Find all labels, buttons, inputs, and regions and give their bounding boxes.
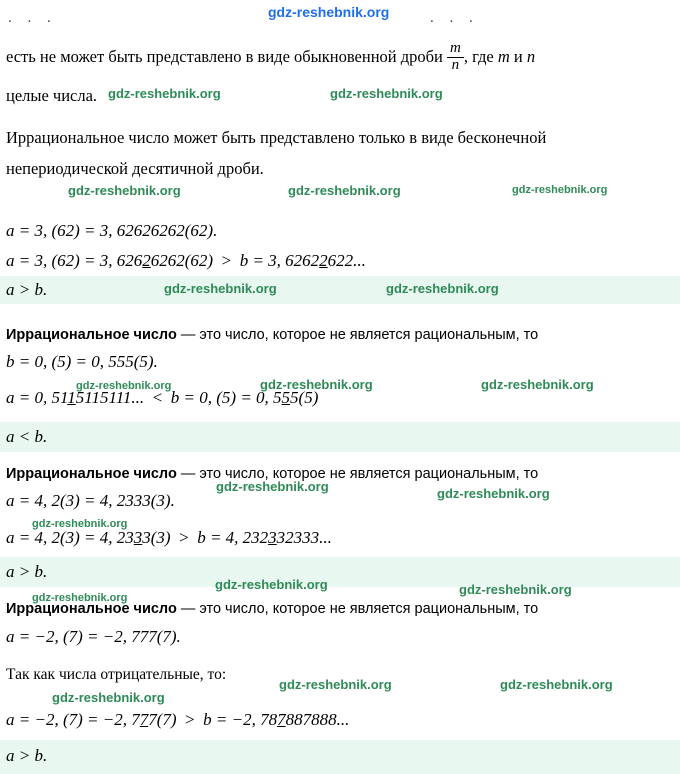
highlight-band-1	[0, 276, 680, 304]
block-4-eq2-right-post: 887888...	[285, 710, 350, 729]
block-1-equation-1	[6, 221, 217, 241]
watermark-text: gdz-reshebnik.org	[288, 183, 401, 198]
watermark-text: gdz-reshebnik.org	[268, 4, 390, 20]
block-1-answer-text: a > b.	[6, 280, 48, 299]
watermark-text: gdz-reshebnik.org	[512, 184, 608, 196]
block-4-answer	[6, 746, 47, 766]
watermark-text: gdz-reshebnik.org	[279, 677, 392, 692]
watermark-text: gdz-reshebnik.org	[459, 582, 572, 597]
block-1-eq2-left: a = 3, (62) = 3, 626	[6, 251, 143, 270]
block-4-eq2-right-pre: b = −2, 78	[203, 710, 278, 729]
block-1-definition	[6, 325, 538, 345]
block-4-eq2-mid: 7(7)	[148, 710, 177, 729]
block-2-eq2-right-pre: b = 0, (5) = 0, 5	[170, 388, 282, 407]
block-1-eq2-right-pre: b = 3, 6262	[239, 251, 320, 270]
fraction-denominator: n	[447, 57, 464, 74]
watermark-text: gdz-reshebnik.org	[500, 677, 613, 692]
block-1-eq1-text: a = 3, (62) = 3, 62626262(62).	[6, 221, 218, 240]
block-2-equation-1	[6, 352, 158, 372]
intro-line-2: целые числа.	[6, 86, 98, 105]
watermark-text: gdz-reshebnik.org	[216, 479, 329, 494]
intro-line-1-text: есть не может быть представлено в виде обыкновенной дроби	[6, 47, 443, 67]
block-2-relation: <	[152, 388, 163, 407]
var-m: m	[497, 47, 510, 67]
block-3-eq1-text: a = 4, 2(3) = 4, 2333(3).	[6, 491, 175, 510]
block-2-eq2-right-post: 5(5)	[290, 388, 319, 407]
block-1-eq2-mid: 6262(62)	[150, 251, 214, 270]
var-n: n	[526, 47, 536, 67]
block-3-eq2-right-post: 32333...	[276, 528, 332, 547]
block-4-relation: >	[185, 710, 195, 729]
highlight-band-4	[0, 740, 680, 774]
block-4-equation-1	[6, 627, 181, 647]
block-2-eq2-mid: 5115111...	[75, 388, 145, 407]
intro-line-4: непериодической десятичной дроби.	[6, 159, 264, 178]
block-4-eq2-right-underline: 7	[277, 710, 286, 729]
block-2-definition-term: Иррациональное число	[6, 466, 177, 482]
block-2-definition-rest: — это число, которое не является рациональным, то	[180, 466, 539, 482]
block-3-equation-1	[6, 491, 175, 511]
ellipsis-right: . . .	[430, 10, 479, 26]
block-1-answer	[6, 280, 47, 300]
intro-line-1-post: , где	[463, 47, 494, 67]
block-2-eq1-text: b = 0, (5) = 0, 555(5).	[6, 352, 158, 371]
watermark-text: gdz-reshebnik.org	[481, 377, 594, 392]
block-2-eq2-underline: 1	[67, 388, 76, 407]
block-1-eq2-right-post: 622...	[327, 251, 366, 270]
block-1-eq2-right-underline: 2	[319, 251, 328, 270]
block-3-eq2-right-underline: 3	[268, 528, 277, 547]
watermark-text: gdz-reshebnik.org	[260, 377, 373, 392]
block-2-answer	[6, 427, 47, 447]
block-3-eq2-mid: 3(3)	[142, 528, 171, 547]
block-3-eq2-left: a = 4, 2(3) = 4, 23	[6, 528, 134, 547]
watermark-text: gdz-reshebnik.org	[330, 86, 443, 101]
block-1-definition-rest: — это число, которое не является рациональным, то	[180, 327, 539, 343]
watermark-text: gdz-reshebnik.org	[52, 690, 165, 705]
block-2-eq2-right-underline: 5	[281, 388, 291, 407]
intro-conj: и	[513, 47, 523, 67]
block-4-answer-text: a > b.	[6, 746, 48, 765]
block-4-eq1-text: a = −2, (7) = −2, 777(7).	[6, 627, 181, 646]
block-4-equation-2	[6, 710, 349, 730]
block-3-equation-2	[6, 528, 332, 548]
fraction-m-over-n	[447, 41, 464, 74]
block-1-relation: >	[221, 251, 232, 270]
block-1-definition-term: Иррациональное число	[6, 327, 177, 343]
highlight-band-3	[0, 557, 680, 587]
intro-line-3: Иррациональное число может быть представлено только в виде бесконечной	[6, 128, 547, 147]
watermark-text: gdz-reshebnik.org	[32, 592, 128, 604]
watermark-text: gdz-reshebnik.org	[76, 380, 172, 392]
block-1-equation-2	[6, 251, 366, 271]
block-3-answer	[6, 562, 47, 582]
block-2-eq2-left: a = 0, 51	[6, 388, 68, 407]
watermark-text: gdz-reshebnik.org	[32, 518, 128, 530]
watermark-text: gdz-reshebnik.org	[108, 86, 221, 101]
block-3-definition-rest: — это число, которое не является рациональным, то	[180, 601, 539, 617]
watermark-text: gdz-reshebnik.org	[215, 577, 328, 592]
watermark-text: gdz-reshebnik.org	[164, 281, 277, 296]
ellipsis-left: . . .	[8, 10, 57, 26]
block-4-eq2-underline: 7	[139, 710, 149, 729]
block-3-relation: >	[179, 528, 189, 547]
block-2-answer-text: a < b.	[6, 427, 48, 446]
block-3-answer-text: a > b.	[6, 562, 48, 581]
watermark-text: gdz-reshebnik.org	[437, 486, 550, 501]
intro-line-1	[6, 42, 535, 75]
block-3-eq2-right-pre: b = 4, 232	[197, 528, 269, 547]
block-3-definition-term: Иррациональное число	[6, 601, 177, 617]
fraction-numerator: m	[449, 40, 461, 56]
block-3-eq2-underline: 3	[133, 528, 143, 547]
block-4-eq2-left: a = −2, (7) = −2, 7	[6, 710, 140, 729]
highlight-band-2	[0, 422, 680, 452]
block-4-note: Так как числа отрицательные, то:	[6, 666, 227, 683]
watermark-text: gdz-reshebnik.org	[386, 281, 499, 296]
watermark-text: gdz-reshebnik.org	[68, 183, 181, 198]
block-1-eq2-underline: 2	[142, 251, 151, 270]
